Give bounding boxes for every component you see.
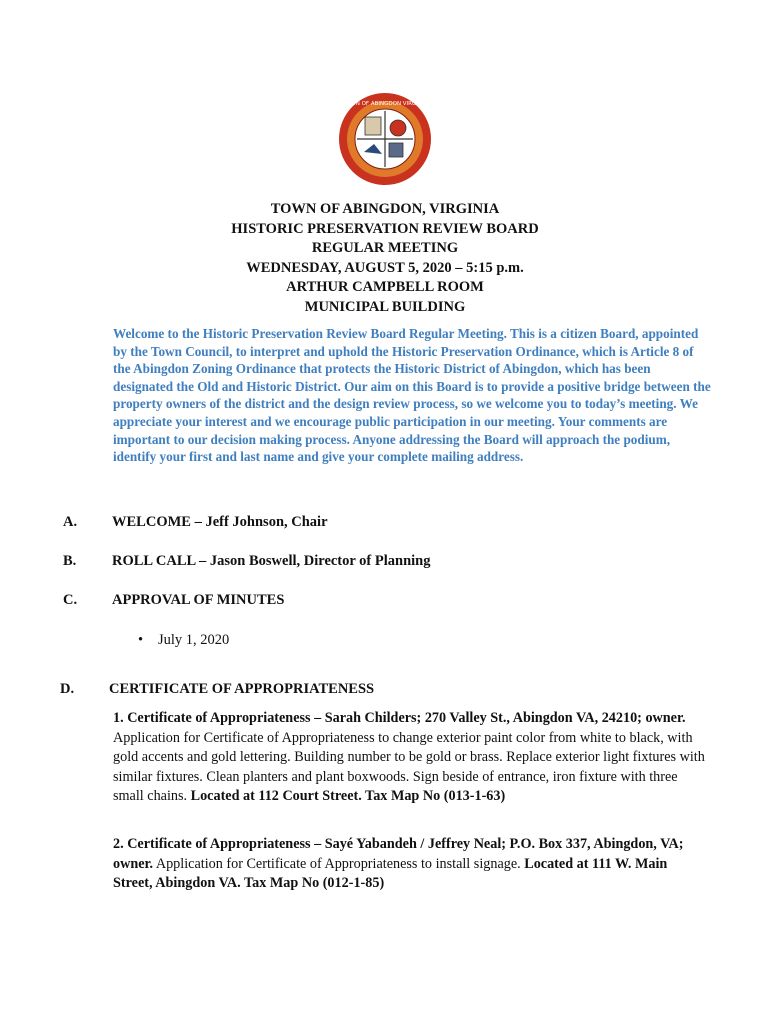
agenda-letter: C.	[63, 592, 78, 608]
coa-item-2	[113, 835, 708, 894]
town-seal	[338, 92, 432, 186]
header-meeting-type: REGULAR MEETING	[311, 240, 459, 256]
header-date-time: WEDNESDAY, AUGUST 5, 2020 – 5:15 p.m.	[246, 259, 524, 276]
agenda-item-coa	[60, 681, 374, 698]
coa-2-body: Application for Certificate of Appropriateness to install signage.	[153, 855, 525, 872]
header-building: MUNICIPAL BUILDING	[304, 298, 466, 315]
bullet-icon: •	[138, 632, 144, 648]
welcome-paragraph: Welcome to the Historic Preservation Review Board Regular Meeting. This is a citizen Board, appointed by the Town Council, to interpret and uphold the Historic Preservation Ordinance, which is Article 8 of the Abingdon Zoning Ordinance that protects the Historic District of Abingdon, which has been designated the Old and Historic District. Our aim on this Board is to provide a positive bridge between the property owners of the district and the design review process, so we welcome you to today’s meeting. We appreciate your interest and we encourage public participation in our meeting. Your comments are important to our decision making process. Anyone addressing the Board will approach the podium, identify your first and last name and give your complete mailing address.	[113, 326, 711, 465]
header-board: HISTORIC PRESERVATION REVIEW BOARD	[231, 220, 539, 237]
coa-2-heading: 2. Certificate of Appropriateness – Sayé Yabandeh / Jeffrey Neal; P.O. Box 337, Abingdon, VA; owner.	[113, 836, 684, 872]
coa-1-body: Application for Certificate of Appropriateness to change exterior paint color from white to black, with gold accents and gold lettering. Building number to be gold or brass. Replace exterior light fixtures with similar fixtures. Clean planters and plant boxwoods. Sign beside of entrance, iron fixture with three small chains.	[113, 729, 705, 805]
agenda-letter: D.	[60, 681, 75, 697]
agenda-text: CERTIFICATE OF APPROPRIATENESS	[109, 681, 375, 697]
seal-icon	[338, 92, 432, 186]
agenda-text: APPROVAL OF MINUTES	[112, 592, 285, 608]
header-town: TOWN OF ABINGDON, VIRGINIA	[270, 201, 500, 217]
minutes-bullet	[138, 632, 229, 649]
agenda-item-roll-call	[63, 553, 431, 570]
agenda-letter: B.	[63, 553, 77, 569]
agenda-text: WELCOME – Jeff Johnson, Chair	[112, 514, 328, 530]
agenda-item-minutes	[63, 592, 284, 609]
meeting-header	[0, 200, 770, 317]
agenda-text: ROLL CALL – Jason Boswell, Director of Planning	[112, 553, 431, 569]
agenda-item-welcome	[63, 514, 328, 531]
coa-1-heading: 1. Certificate of Appropriateness – Sarah Childers; 270 Valley St., Abingdon VA, 24210; owner.	[113, 710, 686, 726]
coa-2-location: Located at 111 W. Main Street, Abingdon VA. Tax Map No (012-1-85)	[113, 855, 668, 892]
coa-1-location: Located at 112 Court Street. Tax Map No (013-1-63)	[190, 788, 506, 805]
minutes-date: July 1, 2020	[158, 632, 230, 648]
seal-ring-text: TOWN OF ABINGDON VIRGINIA	[342, 101, 428, 107]
coa-item-1	[113, 709, 708, 807]
agenda-letter: A.	[63, 514, 78, 530]
header-room: ARTHUR CAMPBELL ROOM	[286, 279, 484, 295]
